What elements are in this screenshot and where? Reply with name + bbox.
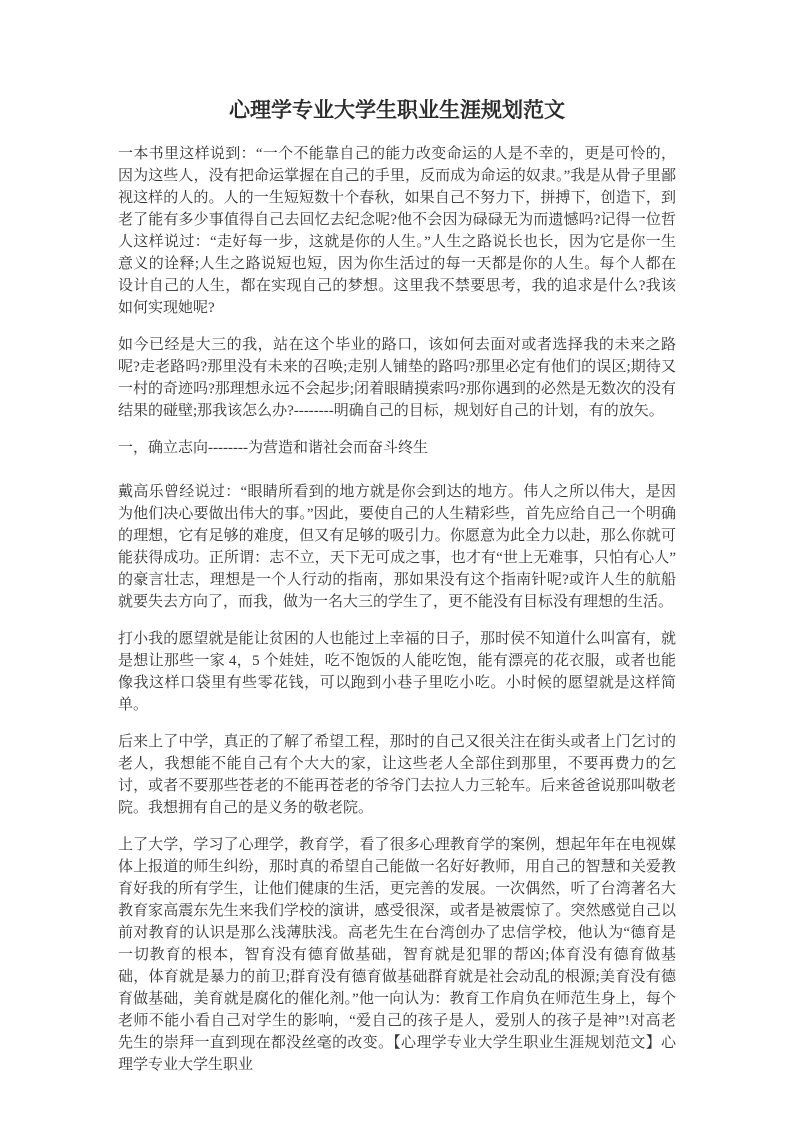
- body-paragraph-section-3: 后来上了中学，真正的了解了希望工程，那时的自己又很关注在街头或者上门乞讨的老人，我想能不能自己有个大大的家，让这些老人全部住到那里，不要再费力的乞讨，或者不要那些苍老的不能再苍老的爷爷门去拉人力三轮车。后来爸爸说那叫敬老院。我想拥有自己的是义务的敬老院。: [118, 734, 676, 816]
- body-paragraph-intro-1: 一本书里这样说到：“一个不能靠自己的能力改变命运的人是不幸的，更是可怜的，因为这些人，没有把命运掌握在自己的手里，反而成为命运的奴隶。”我是从骨子里鄙视这样的人的。人的一生短短数十个春秋，如果自己不努力下，拼搏下，创造下，到老了能有多少事值得自己去回忆去纪念呢?他不会因为碌碌无为而遗憾吗?记得一位哲人这样说过：“走好每一步，这就是你的人生。”人生之路说长也长，因为它是你一生意义的诠释;人生之路说短也短，因为你生活过的每一天都是你的人生。每个人都在设计自己的人生，都在实现自己的梦想。这里我不禁要思考，我的追求是什么?我该如何实现她呢?: [118, 146, 676, 316]
- body-paragraph-section-4: 上了大学，学习了心理学，教育学，看了很多心理教育学的案例，想起年年在电视媒体上报道的师生纠纷，那时真的希望自己能做一名好好教师，用自己的智慧和关爱教育好我的所有学生，让他们健康的生活，更完善的发展。一次偶然，听了台湾著名大教育家高震东先生来我们学校的演讲，感受很深，或者是被震惊了。突然感觉自己以前对教育的认识是那么浅薄肤浅。高老先生在台湾创办了忠信学校，他认为“德育是一切教育的根本，智育没有德育做基础，智育就是犯罪的帮凶;体育没有德育做基础，体育就是暴力的前卫;群育没有德育做基础群育就是社会动乱的根源;美育没有德育做基础，美育就是腐化的催化剂。”他一向认为：教育工作肩负在师范生身上，每个老师不能小看自己对学生的影响，“爱自己的孩子是人，爱别人的孩子是神”!对高老先生的崇拜一直到现在都没丝毫的改变。【心理学专业大学生职业生涯规划范文】心理学专业大学生职业: [118, 837, 676, 1073]
- section-heading: 一，确立志向--------为营造和谐社会而奋斗终生: [118, 440, 428, 456]
- body-paragraph-section-1: 戴高乐曾经说过：“眼睛所看到的地方就是你会到达的地方。伟人之所以伟大，是因为他们决心要做出伟大的事。”因此，要使自己的人生精彩些，首先应给自己一个明确的理想，它有足够的难度，但又有足够的吸引力。你愿意为此全力以赴，那么你就可能获得成功。正所谓：志不立，天下无可成之事，也才有“世上无难事，只怕有心人”的豪言壮志，理想是一个人行动的指南，那如果没有这个指南针呢?或许人生的航船就要失去方向了，而我，做为一名大三的学生了，更不能没有目标没有理想的生活。: [118, 484, 676, 610]
- body-paragraph-intro-2: 如今已经是大三的我，站在这个毕业的路口，该如何去面对或者选择我的未来之路呢?走老路吗?那里没有未来的召唤;走别人铺垫的路吗?那里必定有他们的误区;期待又一村的奇迹吗?那理想永远不会起步;闭着眼睛摸索吗?那你遇到的必然是无数次的没有结果的碰壁;那我该怎么办?--------明确自己的目标，规划好自己的计划，有的放矢。: [118, 337, 676, 419]
- document-title: 心理学专业大学生职业生涯规划范文: [229, 98, 565, 122]
- body-paragraph-section-2: 打小我的愿望就是能让贫困的人也能过上幸福的日子，那时侯不知道什么叫富有，就是想让那些一家 4，5 个娃娃，吃不饱饭的人能吃饱，能有漂亮的花衣服，或者也能像我这样口袋里有些零花钱，可以跑到小巷子里吃小吃。小时候的愿望就是这样简单。: [118, 631, 676, 713]
